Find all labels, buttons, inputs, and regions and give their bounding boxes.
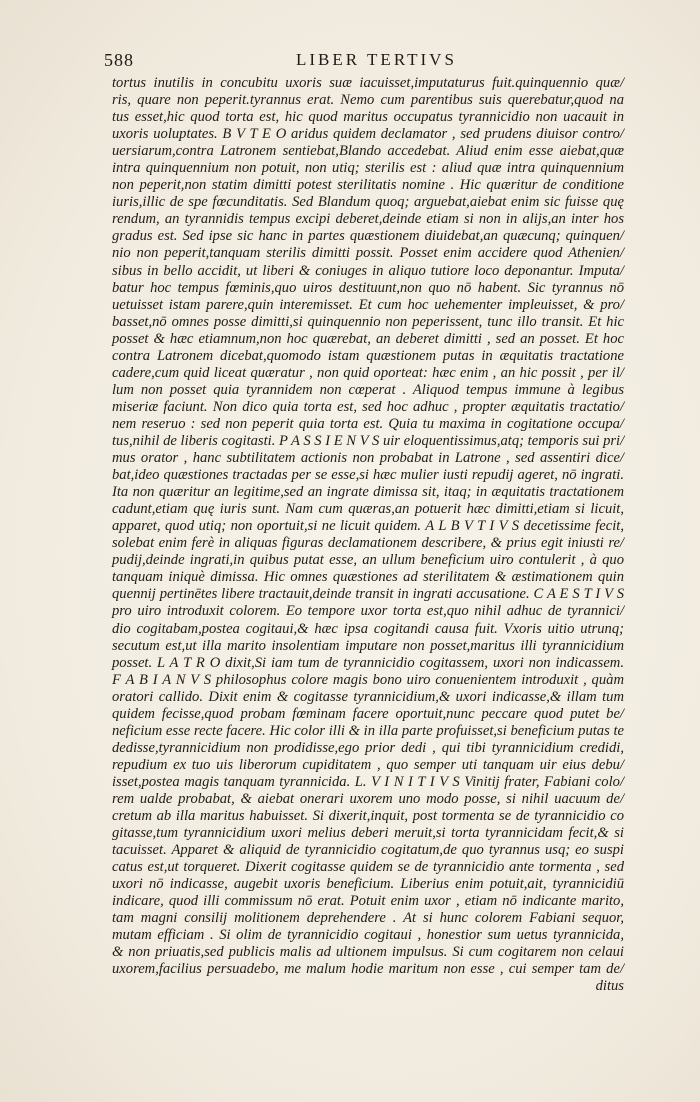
text-line: & non priuatis,sed publicis malis ad ultionem impulsus. Si cum cogitarem non celaui <box>112 944 624 961</box>
text-line: rem ualde probabat, & aiebat onerari uxorem uno modo posse, si nihil uacuum de/ <box>112 790 624 807</box>
text-line: bat,ideo quæstiones tractadas per se esse,si hæc mulier iusti repudij ageret, nō ingrati. <box>112 467 624 484</box>
text-line: tortus inutilis in concubitu uxoris suæ iacuisset,imputaturus fuit.quinquennio quæ/ <box>112 75 624 91</box>
text-line: cadunt,etiam quę iuris sunt. Nam cum quæras,an potuerit hæc dimitti,etiam si licuit, <box>112 501 624 518</box>
text-line: uersiarum,contra Latronem sentiebat,Blando accedebat. Aliud enim esse aiebat,quæ <box>112 143 624 160</box>
text-line: uxori nō indicasse, augebit uxoris beneficium. Liberius enim potuit,ait, tyrannicidiū <box>112 876 624 893</box>
text-line: neficium esse recte facere. Hic color illi & in illa parte profuisset,si beneficium putas te <box>112 722 624 739</box>
text-line: gradus est. Sed ipse sic hanc in partes quæstionem diuidebat,an quæcunq; quinquen/ <box>112 228 624 245</box>
text-line: catus est,ut torqueret. Dixerit cogitasse quidem se de tyrannicidio ante tormenta , sed <box>112 859 624 876</box>
text-line: iuris,illic de spe fœcunditatis. Sed Blandum quoq; arguebat,aiebat enim sic fuisse quę <box>112 194 624 211</box>
text-line: rendum, an tyrannidis tempus excipi deberet,deinde etiam si non in alijs,an inter hos <box>112 211 624 228</box>
text-line: isset,postea magis tanquam tyrannicida. L. V I N I T I V S Vinitij frater, Fabiani colo/ <box>112 773 624 790</box>
text-line: sibus in bello accidit, ut liberi & coniuges in aliquo tutiore loco deponantur. Imputa/ <box>112 262 624 279</box>
text-line: tam magni consilij molitionem deprehendere . At si hunc colorem Fabiani sequor, <box>112 910 624 927</box>
text-line: non peperit,non statim dimitti potest sterilitatis nomine . Hic quæritur de conditione <box>112 177 624 194</box>
text-line: intra quinquennium non potuit, non utiq; sterilis est : aliud quæ intra quinquennium <box>112 160 624 177</box>
text-line: pro uiro introduxit colorem. Eo tempore uxor torta est,quo nihil adhuc de tyrannici/ <box>112 603 624 620</box>
text-line: secutum est,ut illa marito insolentiam imputare non posset,maritus illi tyrannicidium <box>112 637 624 654</box>
text-line: indicare, quod illi commissum nō erat. Potuit enim uxor , etiam nō indicante marito, <box>112 893 624 910</box>
text-line: ditus <box>595 978 624 995</box>
text-line: tus esset,hic quod torta est, hic quod maritus occupatus tyrannicidio non uacauit in <box>112 109 624 126</box>
text-line: uxorem,facilius persuadebo, me malum hodie maritum non esse , cui semper tam de/ <box>112 961 624 978</box>
text-line: ris, quare non peperit.tyrannus erat. Nemo cum parentibus suis querebatur,quod na <box>112 92 624 109</box>
text-line: contra Latronem dicebat,quomodo istam quæstionem putas in æquitatis tractatione <box>112 347 624 364</box>
text-line: uxoris uoluptates. B V T E O aridus quidem declamator , sed prudens diuisor contro/ <box>112 126 624 143</box>
book-title: LIBER TERTIVS <box>296 50 457 69</box>
text-line: batur hoc tempus fœminis,quo uiros destituunt,non quo nō habent. Sic tyrannus nō <box>112 279 624 296</box>
text-line: mutam efficiam . Si olim de tyrannicidio cogitaui , honestior sum uetus tyrannicida, <box>112 927 624 944</box>
text-line: dio cogitabam,postea cogitaui,& hæc ipsa cogitandi causa fuit. Vxoris uitio utrunq; <box>112 620 624 637</box>
text-line: dedisse,tyrannicidium non prodidisse,ego prior dedi , qui tibi tyrannicidium credidi, <box>112 739 624 756</box>
text-line: miseriæ faciunt. Non dico quia torta est, sed hoc adhuc , propter æquitatis tractatio/ <box>112 398 624 415</box>
text-line: oratori callido. Dixit enim & cogitasse tyrannicidium,& uxori indicasse,& illam tum <box>112 688 624 705</box>
text-line: lum non posset quia tyrannidem non cœperat . Aliquod tempus immune à legibus <box>112 381 624 398</box>
text-line: posset. L A T R O dixit,Si iam tum de tyrannicidio cogitassem, uxori non indicassem. <box>112 654 624 671</box>
text-line: Ita non quæritur an legitime,sed an ingrate dimissa sit, itaq; in æquitatis tractationem <box>112 484 624 501</box>
body-text <box>112 75 624 996</box>
text-line: quidem fecisse,quod probam fœminam facere oportuit,nunc peccare quod putet be/ <box>112 705 624 722</box>
text-line: mus orator , hanc subtilitatem actionis non probabat in Latrone , sed assentiri dice/ <box>112 450 624 467</box>
text-line: quennij pertinētes libere tractauit,deinde transit in ingrati accusatione. C A E S T I V S <box>112 586 624 603</box>
text-line: tanquam iniquè dimissa. Hic omnes quæstiones ad sterilitatem & æstimationem quin <box>112 569 624 586</box>
text-line: gitasse,tum tyrannicidium uxori melius deberi meruit,si torta tyrannicidam fecit,& si <box>112 825 624 842</box>
text-line: nio non peperit,tanquam sterilis dimitti possit. Posset enim accidere quod Athenien/ <box>112 245 624 262</box>
text-line: repudium ex tuo uis liberorum cupiditatem , quo semper uti tanquam uir eius debu/ <box>112 756 624 773</box>
text-line: apparet, quod utiq; non oportuit,si ne licuit quidem. A L B V T I V S decetissime fecit, <box>112 518 624 535</box>
page-number: 588 <box>104 50 134 70</box>
text-line: cadere,cum quid liceat quæratur , non quid oporteat: hæc enim , an hic possit , per il/ <box>112 364 624 381</box>
text-line: F A B I A N V S philosophus colore magis bono uiro conuenientem introduxit , quàm <box>112 671 624 688</box>
text-line: tus,nihil de liberis cogitasti. P A S S I E N V S uir eloquentissimus,atq; temporis sui pri/ <box>112 432 625 449</box>
text-line: pudij,deinde ingrati,in quibus putat esse, an ullum beneficium uiro contulerit , à quo <box>112 552 624 569</box>
text-line: nem reseruo : sed non peperit quia torta est. Quia tu maxima in cogitatione occupa/ <box>112 415 624 432</box>
running-head <box>0 50 700 76</box>
text-line: solebat enim ferè in aliquas figuras declamationem describere, & prius egit iniusti re/ <box>112 535 624 552</box>
text-line: cretum ab illa maritus habuisset. Si dixerit,inquit, post tormenta se de tyrannicidio co <box>112 808 624 825</box>
text-line: tacuisset. Apparet & aliquid de tyrannicidio cogitatum,de quo tyrannus usq; eo suspi <box>112 842 624 859</box>
text-line: basset,nō omnes posse dimitti,si quinquennio non peperissent, tunc illo transit. Et hic <box>112 313 624 330</box>
text-line: posset & hæc etiamnum,non hoc quærebat, an deberet dimitti , sed an posset. Et hoc <box>112 330 624 347</box>
text-line: uetuisset istam parere,quin interemisset. Et cum hoc uehementer impleuisset, & pro/ <box>112 296 624 313</box>
